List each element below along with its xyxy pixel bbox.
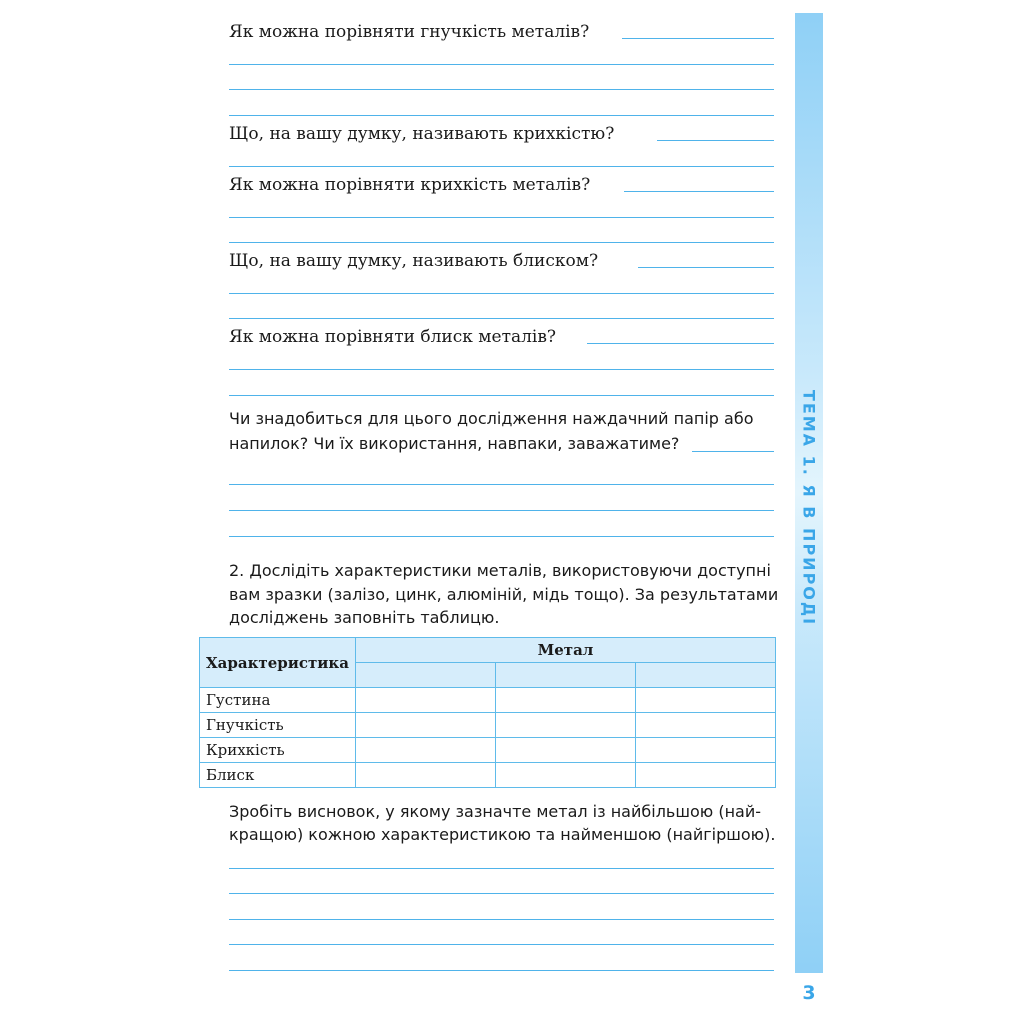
answer-line[interactable] bbox=[229, 395, 774, 396]
table-cell[interactable] bbox=[636, 688, 776, 713]
table-cell[interactable] bbox=[356, 738, 496, 763]
answer-line[interactable] bbox=[229, 89, 774, 90]
answer-line[interactable] bbox=[587, 343, 774, 344]
table-cell[interactable] bbox=[356, 688, 496, 713]
page-number: 3 bbox=[802, 982, 816, 1004]
answer-line[interactable] bbox=[657, 140, 774, 141]
table-cell[interactable] bbox=[636, 738, 776, 763]
answer-line[interactable] bbox=[692, 451, 774, 452]
answer-line[interactable] bbox=[229, 484, 774, 485]
task2-line1: 2. Дослідіть характеристики металів, використовуючи доступні bbox=[229, 561, 771, 580]
question-sandpaper-line2: напилок? Чи їх використання, навпаки, заважатиме? bbox=[229, 434, 680, 453]
answer-line[interactable] bbox=[229, 64, 774, 65]
question-flexibility-comparison: Як можна порівняти гнучкість металів? bbox=[229, 22, 590, 42]
question-sandpaper-line1: Чи знадобиться для цього дослідження наждачний папір або bbox=[229, 409, 754, 428]
answer-line[interactable] bbox=[229, 868, 774, 869]
answer-line[interactable] bbox=[229, 293, 774, 294]
answer-line[interactable] bbox=[229, 536, 774, 537]
topic-title: ТЕМА 1. Я В ПРИРОДІ bbox=[799, 389, 819, 627]
table-cell[interactable] bbox=[636, 713, 776, 738]
answer-line[interactable] bbox=[622, 38, 774, 39]
table-cell[interactable] bbox=[496, 763, 636, 788]
answer-line[interactable] bbox=[229, 970, 774, 971]
metal-name-cell[interactable] bbox=[636, 663, 776, 688]
answer-line[interactable] bbox=[638, 267, 774, 268]
metal-name-cell[interactable] bbox=[356, 663, 496, 688]
metal-name-cell[interactable] bbox=[496, 663, 636, 688]
question-brittleness-definition: Що, на вашу думку, називають крихкістю? bbox=[229, 124, 615, 144]
table-cell[interactable] bbox=[636, 763, 776, 788]
answer-line[interactable] bbox=[229, 115, 774, 116]
answer-line[interactable] bbox=[229, 944, 774, 945]
answer-line[interactable] bbox=[229, 166, 774, 167]
row-label-density: Густина bbox=[200, 688, 356, 713]
table-cell[interactable] bbox=[496, 688, 636, 713]
table-row bbox=[200, 763, 776, 788]
table-cell[interactable] bbox=[356, 763, 496, 788]
answer-line[interactable] bbox=[229, 217, 774, 218]
row-label-brittleness: Крихкість bbox=[200, 738, 356, 763]
question-brittleness-comparison: Як можна порівняти крихкість металів? bbox=[229, 175, 591, 195]
header-characteristic: Характеристика bbox=[200, 638, 356, 688]
answer-line[interactable] bbox=[229, 919, 774, 920]
row-label-luster: Блиск bbox=[200, 763, 356, 788]
answer-line[interactable] bbox=[229, 318, 774, 319]
table-cell[interactable] bbox=[496, 738, 636, 763]
answer-line[interactable] bbox=[229, 893, 774, 894]
table-cell[interactable] bbox=[356, 713, 496, 738]
answer-line[interactable] bbox=[624, 191, 774, 192]
task2-line3: досліджень заповніть таблицю. bbox=[229, 608, 500, 627]
table-row bbox=[200, 713, 776, 738]
answer-line[interactable] bbox=[229, 369, 774, 370]
table-cell[interactable] bbox=[496, 713, 636, 738]
table-row bbox=[200, 688, 776, 713]
conclusion-line1: Зробіть висновок, у якому зазначте метал із найбільшою (най- bbox=[229, 802, 762, 821]
answer-line[interactable] bbox=[229, 510, 774, 511]
header-metal: Метал bbox=[356, 638, 776, 663]
table-row bbox=[200, 738, 776, 763]
metal-characteristics-table bbox=[199, 637, 776, 788]
row-label-flexibility: Гнучкість bbox=[200, 713, 356, 738]
question-luster-comparison: Як можна порівняти блиск металів? bbox=[229, 327, 557, 347]
task2-line2: вам зразки (залізо, цинк, алюміній, мідь тощо). За результатами bbox=[229, 585, 779, 604]
question-luster-definition: Що, на вашу думку, називають блиском? bbox=[229, 251, 599, 271]
answer-line[interactable] bbox=[229, 242, 774, 243]
conclusion-line2: кращою) кожною характеристикою та найменшою (найгіршою). bbox=[229, 825, 776, 844]
